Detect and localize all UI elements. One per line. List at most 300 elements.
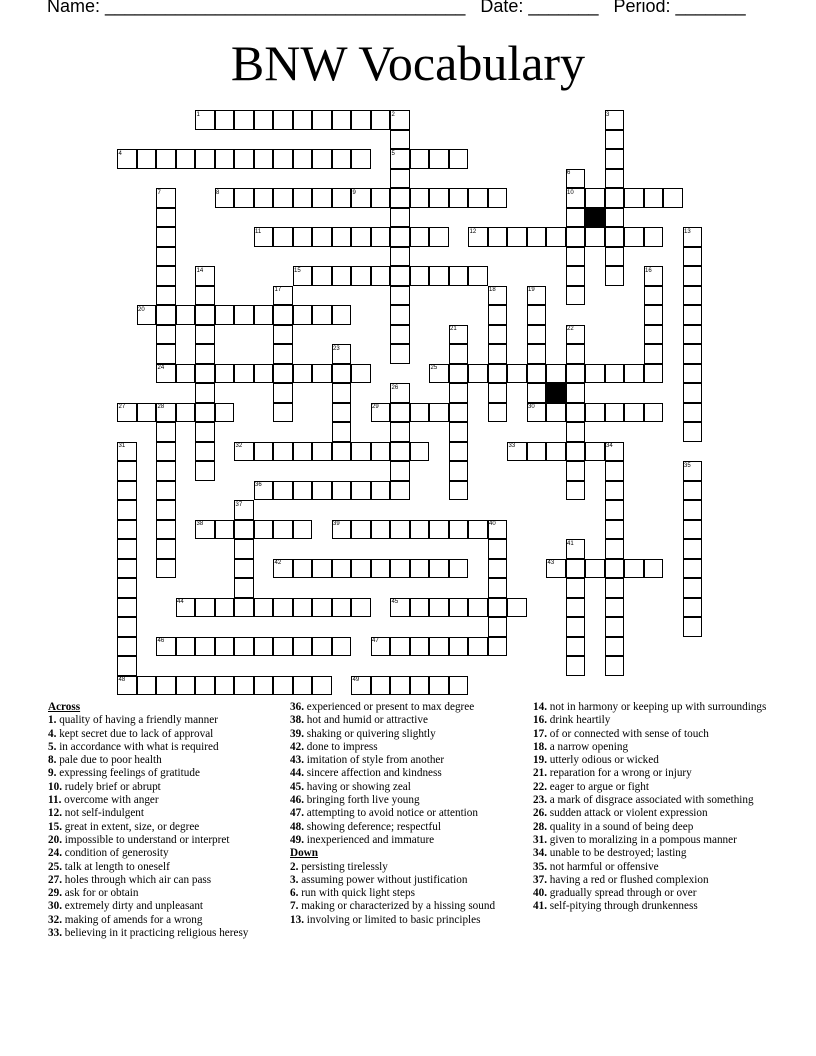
answer-cell[interactable] — [351, 149, 371, 169]
answer-cell[interactable] — [683, 598, 703, 618]
answer-cell[interactable] — [156, 325, 176, 345]
answer-cell[interactable] — [176, 676, 196, 696]
answer-cell[interactable] — [488, 305, 508, 325]
answer-cell[interactable] — [566, 403, 586, 423]
answer-cell[interactable] — [254, 676, 274, 696]
answer-cell[interactable] — [293, 305, 313, 325]
answer-cell[interactable] — [546, 403, 566, 423]
answer-cell[interactable] — [605, 266, 625, 286]
answer-cell[interactable] — [371, 559, 391, 579]
answer-cell[interactable] — [683, 286, 703, 306]
answer-cell[interactable] — [195, 520, 215, 540]
answer-cell[interactable] — [624, 188, 644, 208]
answer-cell[interactable] — [117, 481, 137, 501]
answer-cell[interactable] — [332, 305, 352, 325]
answer-cell[interactable] — [254, 110, 274, 130]
answer-cell[interactable] — [566, 598, 586, 618]
answer-cell[interactable] — [254, 598, 274, 618]
answer-cell[interactable] — [293, 481, 313, 501]
answer-cell[interactable] — [566, 247, 586, 267]
answer-cell[interactable] — [195, 305, 215, 325]
answer-cell[interactable] — [351, 520, 371, 540]
answer-cell[interactable] — [273, 227, 293, 247]
answer-cell[interactable] — [683, 403, 703, 423]
answer-cell[interactable] — [410, 559, 430, 579]
answer-cell[interactable] — [312, 637, 332, 657]
answer-cell[interactable] — [390, 461, 410, 481]
answer-cell[interactable] — [488, 364, 508, 384]
answer-cell[interactable] — [390, 442, 410, 462]
answer-cell[interactable] — [390, 208, 410, 228]
answer-cell[interactable] — [137, 305, 157, 325]
answer-cell[interactable] — [566, 227, 586, 247]
answer-cell[interactable] — [293, 227, 313, 247]
answer-cell[interactable] — [390, 520, 410, 540]
answer-cell[interactable] — [215, 149, 235, 169]
answer-cell[interactable] — [117, 598, 137, 618]
answer-cell[interactable] — [390, 422, 410, 442]
answer-cell[interactable] — [527, 364, 547, 384]
answer-cell[interactable] — [566, 637, 586, 657]
answer-cell[interactable] — [410, 442, 430, 462]
answer-cell[interactable] — [429, 520, 449, 540]
answer-cell[interactable] — [195, 676, 215, 696]
answer-cell[interactable] — [117, 617, 137, 637]
answer-cell[interactable] — [117, 149, 137, 169]
answer-cell[interactable] — [390, 305, 410, 325]
answer-cell[interactable] — [351, 442, 371, 462]
answer-cell[interactable] — [605, 149, 625, 169]
answer-cell[interactable] — [390, 676, 410, 696]
answer-cell[interactable] — [488, 383, 508, 403]
answer-cell[interactable] — [605, 481, 625, 501]
answer-cell[interactable] — [566, 325, 586, 345]
answer-cell[interactable] — [488, 520, 508, 540]
answer-cell[interactable] — [605, 539, 625, 559]
answer-cell[interactable] — [527, 403, 547, 423]
answer-cell[interactable] — [156, 637, 176, 657]
answer-cell[interactable] — [312, 227, 332, 247]
answer-cell[interactable] — [156, 539, 176, 559]
answer-cell[interactable] — [312, 149, 332, 169]
answer-cell[interactable] — [429, 676, 449, 696]
answer-cell[interactable] — [507, 442, 527, 462]
answer-cell[interactable] — [293, 149, 313, 169]
answer-cell[interactable] — [449, 637, 469, 657]
answer-cell[interactable] — [449, 403, 469, 423]
answer-cell[interactable] — [332, 383, 352, 403]
answer-cell[interactable] — [195, 110, 215, 130]
answer-cell[interactable] — [351, 364, 371, 384]
answer-cell[interactable] — [566, 364, 586, 384]
answer-cell[interactable] — [410, 676, 430, 696]
answer-cell[interactable] — [468, 364, 488, 384]
answer-cell[interactable] — [371, 637, 391, 657]
answer-cell[interactable] — [468, 188, 488, 208]
answer-cell[interactable] — [605, 169, 625, 189]
answer-cell[interactable] — [234, 149, 254, 169]
answer-cell[interactable] — [371, 266, 391, 286]
answer-cell[interactable] — [293, 364, 313, 384]
answer-cell[interactable] — [605, 598, 625, 618]
answer-cell[interactable] — [332, 364, 352, 384]
answer-cell[interactable] — [390, 169, 410, 189]
answer-cell[interactable] — [273, 520, 293, 540]
answer-cell[interactable] — [156, 520, 176, 540]
answer-cell[interactable] — [527, 305, 547, 325]
answer-cell[interactable] — [234, 500, 254, 520]
answer-cell[interactable] — [215, 188, 235, 208]
answer-cell[interactable] — [234, 188, 254, 208]
answer-cell[interactable] — [293, 676, 313, 696]
answer-cell[interactable] — [273, 676, 293, 696]
answer-cell[interactable] — [156, 461, 176, 481]
answer-cell[interactable] — [683, 305, 703, 325]
answer-cell[interactable] — [449, 188, 469, 208]
answer-cell[interactable] — [488, 188, 508, 208]
answer-cell[interactable] — [390, 286, 410, 306]
answer-cell[interactable] — [176, 364, 196, 384]
answer-cell[interactable] — [137, 149, 157, 169]
answer-cell[interactable] — [566, 481, 586, 501]
answer-cell[interactable] — [117, 637, 137, 657]
answer-cell[interactable] — [332, 481, 352, 501]
answer-cell[interactable] — [605, 364, 625, 384]
answer-cell[interactable] — [546, 559, 566, 579]
answer-cell[interactable] — [585, 559, 605, 579]
answer-cell[interactable] — [585, 364, 605, 384]
answer-cell[interactable] — [293, 520, 313, 540]
answer-cell[interactable] — [644, 364, 664, 384]
answer-cell[interactable] — [449, 481, 469, 501]
answer-cell[interactable] — [332, 149, 352, 169]
answer-cell[interactable] — [683, 383, 703, 403]
answer-cell[interactable] — [215, 364, 235, 384]
answer-cell[interactable] — [351, 559, 371, 579]
answer-cell[interactable] — [683, 266, 703, 286]
answer-cell[interactable] — [488, 403, 508, 423]
answer-cell[interactable] — [390, 598, 410, 618]
answer-cell[interactable] — [117, 559, 137, 579]
answer-cell[interactable] — [117, 656, 137, 676]
answer-cell[interactable] — [117, 403, 137, 423]
answer-cell[interactable] — [254, 520, 274, 540]
answer-cell[interactable] — [683, 500, 703, 520]
answer-cell[interactable] — [390, 188, 410, 208]
answer-cell[interactable] — [254, 227, 274, 247]
answer-cell[interactable] — [566, 169, 586, 189]
answer-cell[interactable] — [644, 266, 664, 286]
answer-cell[interactable] — [605, 403, 625, 423]
answer-cell[interactable] — [156, 188, 176, 208]
answer-cell[interactable] — [332, 422, 352, 442]
answer-cell[interactable] — [605, 227, 625, 247]
answer-cell[interactable] — [273, 188, 293, 208]
answer-cell[interactable] — [390, 266, 410, 286]
answer-cell[interactable] — [332, 188, 352, 208]
answer-cell[interactable] — [488, 539, 508, 559]
answer-cell[interactable] — [254, 188, 274, 208]
answer-cell[interactable] — [566, 578, 586, 598]
answer-cell[interactable] — [234, 637, 254, 657]
answer-cell[interactable] — [234, 598, 254, 618]
answer-cell[interactable] — [156, 481, 176, 501]
answer-cell[interactable] — [390, 247, 410, 267]
answer-cell[interactable] — [156, 500, 176, 520]
answer-cell[interactable] — [488, 325, 508, 345]
answer-cell[interactable] — [117, 578, 137, 598]
answer-cell[interactable] — [605, 617, 625, 637]
answer-cell[interactable] — [215, 403, 235, 423]
answer-cell[interactable] — [156, 149, 176, 169]
answer-cell[interactable] — [254, 149, 274, 169]
answer-cell[interactable] — [449, 344, 469, 364]
answer-cell[interactable] — [527, 383, 547, 403]
answer-cell[interactable] — [683, 520, 703, 540]
answer-cell[interactable] — [293, 559, 313, 579]
answer-cell[interactable] — [605, 110, 625, 130]
answer-cell[interactable] — [683, 578, 703, 598]
answer-cell[interactable] — [332, 403, 352, 423]
answer-cell[interactable] — [176, 305, 196, 325]
answer-cell[interactable] — [254, 305, 274, 325]
answer-cell[interactable] — [624, 227, 644, 247]
answer-cell[interactable] — [605, 559, 625, 579]
answer-cell[interactable] — [429, 559, 449, 579]
answer-cell[interactable] — [117, 442, 137, 462]
answer-cell[interactable] — [195, 344, 215, 364]
answer-cell[interactable] — [156, 403, 176, 423]
answer-cell[interactable] — [195, 266, 215, 286]
answer-cell[interactable] — [644, 559, 664, 579]
answer-cell[interactable] — [527, 442, 547, 462]
answer-cell[interactable] — [585, 442, 605, 462]
answer-cell[interactable] — [566, 559, 586, 579]
answer-cell[interactable] — [234, 676, 254, 696]
answer-cell[interactable] — [527, 286, 547, 306]
answer-cell[interactable] — [683, 461, 703, 481]
answer-cell[interactable] — [488, 617, 508, 637]
answer-cell[interactable] — [215, 110, 235, 130]
answer-cell[interactable] — [332, 520, 352, 540]
answer-cell[interactable] — [156, 344, 176, 364]
answer-cell[interactable] — [488, 578, 508, 598]
answer-cell[interactable] — [605, 500, 625, 520]
answer-cell[interactable] — [527, 227, 547, 247]
answer-cell[interactable] — [215, 637, 235, 657]
answer-cell[interactable] — [312, 266, 332, 286]
answer-cell[interactable] — [254, 481, 274, 501]
answer-cell[interactable] — [195, 403, 215, 423]
answer-cell[interactable] — [449, 461, 469, 481]
answer-cell[interactable] — [468, 598, 488, 618]
answer-cell[interactable] — [546, 227, 566, 247]
answer-cell[interactable] — [566, 286, 586, 306]
answer-cell[interactable] — [410, 520, 430, 540]
answer-cell[interactable] — [488, 227, 508, 247]
answer-cell[interactable] — [449, 364, 469, 384]
answer-cell[interactable] — [156, 676, 176, 696]
answer-cell[interactable] — [644, 305, 664, 325]
answer-cell[interactable] — [176, 598, 196, 618]
answer-cell[interactable] — [215, 598, 235, 618]
answer-cell[interactable] — [371, 227, 391, 247]
answer-cell[interactable] — [488, 559, 508, 579]
answer-cell[interactable] — [468, 266, 488, 286]
answer-cell[interactable] — [312, 110, 332, 130]
answer-cell[interactable] — [273, 559, 293, 579]
answer-cell[interactable] — [312, 305, 332, 325]
answer-cell[interactable] — [351, 188, 371, 208]
answer-cell[interactable] — [683, 481, 703, 501]
answer-cell[interactable] — [351, 227, 371, 247]
answer-cell[interactable] — [644, 227, 664, 247]
answer-cell[interactable] — [195, 598, 215, 618]
answer-cell[interactable] — [429, 637, 449, 657]
answer-cell[interactable] — [605, 130, 625, 150]
answer-cell[interactable] — [605, 247, 625, 267]
answer-cell[interactable] — [683, 227, 703, 247]
answer-cell[interactable] — [449, 383, 469, 403]
answer-cell[interactable] — [273, 442, 293, 462]
answer-cell[interactable] — [390, 110, 410, 130]
answer-cell[interactable] — [273, 305, 293, 325]
answer-cell[interactable] — [566, 617, 586, 637]
answer-cell[interactable] — [644, 325, 664, 345]
answer-cell[interactable] — [215, 520, 235, 540]
answer-cell[interactable] — [273, 598, 293, 618]
answer-cell[interactable] — [195, 325, 215, 345]
answer-cell[interactable] — [312, 188, 332, 208]
answer-cell[interactable] — [312, 598, 332, 618]
answer-cell[interactable] — [332, 344, 352, 364]
answer-cell[interactable] — [566, 461, 586, 481]
answer-cell[interactable] — [293, 266, 313, 286]
answer-cell[interactable] — [683, 344, 703, 364]
answer-cell[interactable] — [605, 461, 625, 481]
answer-cell[interactable] — [371, 110, 391, 130]
answer-cell[interactable] — [624, 403, 644, 423]
answer-cell[interactable] — [390, 481, 410, 501]
answer-cell[interactable] — [507, 227, 527, 247]
answer-cell[interactable] — [429, 266, 449, 286]
answer-cell[interactable] — [390, 383, 410, 403]
answer-cell[interactable] — [546, 442, 566, 462]
answer-cell[interactable] — [371, 403, 391, 423]
answer-cell[interactable] — [605, 442, 625, 462]
answer-cell[interactable] — [117, 520, 137, 540]
answer-cell[interactable] — [527, 325, 547, 345]
answer-cell[interactable] — [488, 286, 508, 306]
answer-cell[interactable] — [644, 286, 664, 306]
answer-cell[interactable] — [351, 676, 371, 696]
answer-cell[interactable] — [371, 442, 391, 462]
answer-cell[interactable] — [215, 676, 235, 696]
answer-cell[interactable] — [585, 188, 605, 208]
answer-cell[interactable] — [195, 286, 215, 306]
answer-cell[interactable] — [644, 344, 664, 364]
answer-cell[interactable] — [605, 188, 625, 208]
answer-cell[interactable] — [156, 305, 176, 325]
answer-cell[interactable] — [390, 403, 410, 423]
answer-cell[interactable] — [312, 481, 332, 501]
answer-cell[interactable] — [332, 227, 352, 247]
answer-cell[interactable] — [410, 188, 430, 208]
answer-cell[interactable] — [371, 520, 391, 540]
answer-cell[interactable] — [429, 149, 449, 169]
answer-cell[interactable] — [117, 461, 137, 481]
answer-cell[interactable] — [156, 247, 176, 267]
answer-cell[interactable] — [117, 676, 137, 696]
answer-cell[interactable] — [273, 403, 293, 423]
answer-cell[interactable] — [234, 364, 254, 384]
answer-cell[interactable] — [332, 442, 352, 462]
answer-cell[interactable] — [332, 266, 352, 286]
answer-cell[interactable] — [390, 149, 410, 169]
answer-cell[interactable] — [293, 442, 313, 462]
answer-cell[interactable] — [176, 637, 196, 657]
answer-cell[interactable] — [624, 364, 644, 384]
answer-cell[interactable] — [332, 110, 352, 130]
answer-cell[interactable] — [624, 559, 644, 579]
answer-cell[interactable] — [644, 403, 664, 423]
answer-cell[interactable] — [683, 364, 703, 384]
answer-cell[interactable] — [312, 676, 332, 696]
answer-cell[interactable] — [605, 208, 625, 228]
answer-cell[interactable] — [683, 559, 703, 579]
answer-cell[interactable] — [507, 598, 527, 618]
answer-cell[interactable] — [566, 539, 586, 559]
answer-cell[interactable] — [488, 637, 508, 657]
answer-cell[interactable] — [351, 266, 371, 286]
answer-cell[interactable] — [449, 422, 469, 442]
answer-cell[interactable] — [273, 383, 293, 403]
answer-cell[interactable] — [156, 559, 176, 579]
answer-cell[interactable] — [605, 637, 625, 657]
answer-cell[interactable] — [234, 520, 254, 540]
answer-cell[interactable] — [156, 266, 176, 286]
answer-cell[interactable] — [566, 266, 586, 286]
answer-cell[interactable] — [546, 364, 566, 384]
answer-cell[interactable] — [254, 637, 274, 657]
answer-cell[interactable] — [273, 637, 293, 657]
answer-cell[interactable] — [234, 578, 254, 598]
answer-cell[interactable] — [390, 559, 410, 579]
answer-cell[interactable] — [254, 364, 274, 384]
answer-cell[interactable] — [488, 598, 508, 618]
answer-cell[interactable] — [449, 266, 469, 286]
answer-cell[interactable] — [566, 656, 586, 676]
answer-cell[interactable] — [683, 325, 703, 345]
answer-cell[interactable] — [390, 130, 410, 150]
answer-cell[interactable] — [449, 325, 469, 345]
answer-cell[interactable] — [273, 344, 293, 364]
answer-cell[interactable] — [117, 500, 137, 520]
answer-cell[interactable] — [371, 481, 391, 501]
answer-cell[interactable] — [605, 520, 625, 540]
answer-cell[interactable] — [390, 637, 410, 657]
answer-cell[interactable] — [566, 344, 586, 364]
answer-cell[interactable] — [429, 598, 449, 618]
answer-cell[interactable] — [449, 559, 469, 579]
answer-cell[interactable] — [273, 481, 293, 501]
answer-cell[interactable] — [137, 676, 157, 696]
answer-cell[interactable] — [176, 149, 196, 169]
answer-cell[interactable] — [293, 110, 313, 130]
answer-cell[interactable] — [605, 578, 625, 598]
answer-cell[interactable] — [429, 403, 449, 423]
answer-cell[interactable] — [234, 559, 254, 579]
